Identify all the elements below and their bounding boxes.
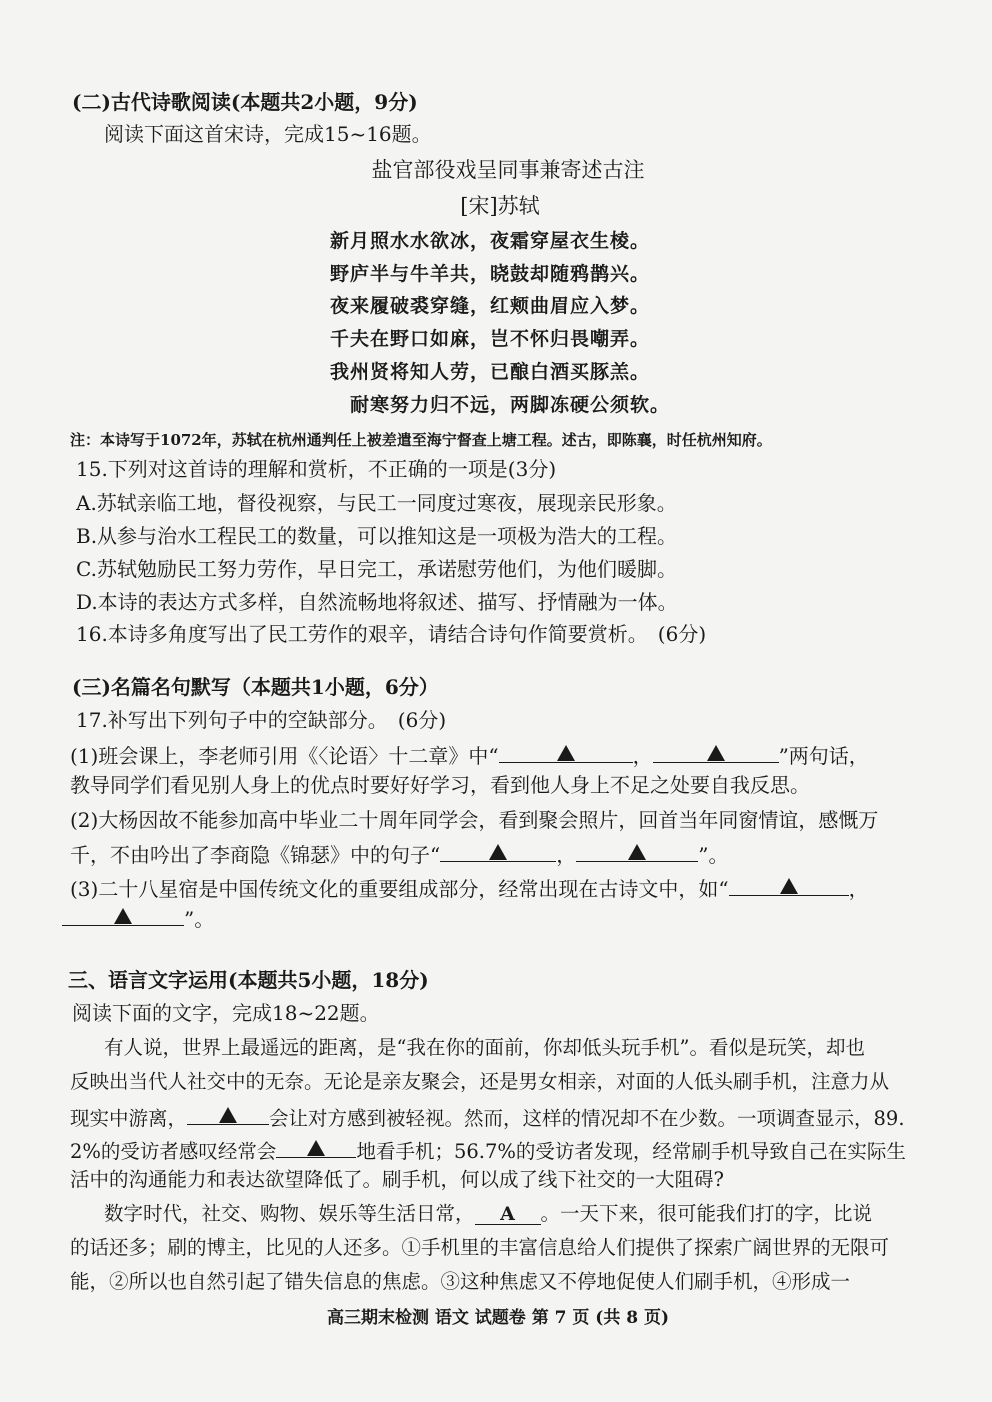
- poem-line: 千夫在野口如麻，岂不怀归畏嘲弄。: [330, 328, 651, 350]
- recite-item-2-line2: 千，不由吟出了李商隐《锦瑟》中的句子“ ， ”。: [70, 843, 729, 867]
- language-instruction: 阅读下面的文字，完成18~22题。: [72, 1001, 380, 1025]
- poem-line: 夜来履破裘穿缝，红颊曲眉应入梦。: [330, 295, 651, 317]
- poem-line: 新月照水水欲冰，夜霜穿屋衣生棱。: [330, 230, 651, 252]
- poem-line: 野庐半与牛羊共，晓鼓却随鸦鹊兴。: [330, 263, 651, 285]
- recite-item-1: (1)班会课上，李老师引用《〈论语〉十二章》中“ ， ”两句话，: [70, 744, 869, 768]
- answer-blank[interactable]: [62, 905, 184, 926]
- section-heading-poetry: (二)古代诗歌阅读(本题共2小题，9分): [72, 90, 418, 114]
- passage-line: 的话还多；刷的博主，比见的人还多。①手机里的丰富信息给人们提供了探索广阔世界的无限可: [70, 1236, 890, 1259]
- passage-line: 活中的沟通能力和表达欲望降低了。刷手机，何以成了线下社交的一大阻碍?: [70, 1168, 724, 1191]
- question-15-stem: 15.下列对这首诗的理解和赏析，不正确的一项是(3分): [76, 457, 557, 481]
- answer-blank[interactable]: [653, 742, 779, 763]
- page-footer: 高三期末检测 语文 试题卷 第 7 页 (共 8 页): [326, 1308, 670, 1328]
- poem-note: 注：本诗写于1072年，苏轼在杭州通判任上被差遣至海宁督查上塘工程。述古，即陈襄，时任杭州知府。: [70, 431, 772, 449]
- answer-blank[interactable]: [499, 742, 633, 763]
- answer-blank-a[interactable]: A: [475, 1204, 541, 1225]
- poetry-instruction: 阅读下面这首宋诗，完成15~16题。: [104, 122, 432, 146]
- triangle-icon: [557, 745, 575, 761]
- passage-line: 2%的受访者感叹经常会 地看手机；56.7%的受访者发现，经常刷手机导致自己在实际生: [70, 1137, 906, 1164]
- question-16: 16.本诗多角度写出了民工劳作的艰辛，请结合诗句作简要赏析。 (6分): [76, 622, 707, 646]
- triangle-icon: [707, 745, 725, 761]
- part-heading-language: 三、语言文字运用(本题共5小题，18分): [68, 968, 429, 992]
- option-d: D.本诗的表达方式多样，自然流畅地将叙述、描写、抒情融为一体。: [76, 590, 678, 614]
- triangle-icon: [219, 1107, 237, 1123]
- passage-line: 能，②所以也自然引起了错失信息的焦虑。③这种焦虑又不停地促使人们刷手机，④形成一: [70, 1270, 851, 1293]
- option-b: B.从参与治水工程民工的数量，可以推知这是一项极为浩大的工程。: [76, 524, 678, 548]
- passage-line: 有人说，世界上最遥远的距离，是“我在你的面前，你却低头玩手机”。看似是玩笑，却也: [104, 1036, 865, 1059]
- answer-blank[interactable]: [729, 875, 849, 896]
- poem-author: [宋]苏轼: [460, 194, 540, 218]
- recite-item-3: (3)二十八星宿是中国传统文化的重要组成部分，经常出现在古诗文中，如“ ，: [70, 877, 869, 901]
- triangle-icon: [780, 878, 798, 894]
- answer-blank[interactable]: [187, 1104, 269, 1125]
- passage-line: 数字时代，社交、购物、娱乐等生活日常， A 。一天下来，很可能我们打的字，比说: [104, 1202, 873, 1225]
- recite-item-3-line2: ”。: [62, 905, 214, 931]
- recite-item-1-line2: 教导同学们看见别人身上的优点时要好好学习，看到他人身上不足之处要自我反思。: [70, 773, 810, 797]
- answer-blank[interactable]: [440, 841, 556, 862]
- passage-line: 反映出当代人社交中的无奈。无论是亲友聚会，还是男女相亲，对面的人低头刷手机，注意力从: [70, 1070, 890, 1093]
- triangle-icon: [114, 908, 132, 924]
- poem-title: 盐官部役戏呈同事兼寄述古注: [371, 158, 645, 182]
- poem-line: 我州贤将知人劳，已酿白酒买豚羔。: [330, 361, 651, 383]
- section-heading-recitation: (三)名篇名句默写（本题共1小题，6分）: [72, 675, 439, 699]
- recite-item-2: (2)大杨因故不能参加高中毕业二十周年同学会，看到聚会照片，回首当年同窗情谊，感慨万: [70, 808, 879, 832]
- triangle-icon: [307, 1140, 325, 1156]
- answer-blank[interactable]: [276, 1137, 356, 1158]
- poem-line: 耐寒努力归不远，两脚冻硬公须软。: [350, 394, 671, 416]
- triangle-icon: [489, 844, 507, 860]
- question-17: 17.补写出下列句子中的空缺部分。 (6分): [76, 708, 447, 732]
- option-a: A.苏轼亲临工地，督役视察，与民工一同度过寒夜，展现亲民形象。: [76, 491, 677, 515]
- triangle-icon: [628, 844, 646, 860]
- passage-line: 现实中游离， 会让对方感到被轻视。然而，这样的情况却不在少数。一项调查显示，89.: [70, 1104, 905, 1131]
- option-c: C.苏轼勉励民工努力劳作，早日完工，承诺慰劳他们，为他们暖脚。: [76, 557, 677, 581]
- answer-blank[interactable]: [576, 841, 698, 862]
